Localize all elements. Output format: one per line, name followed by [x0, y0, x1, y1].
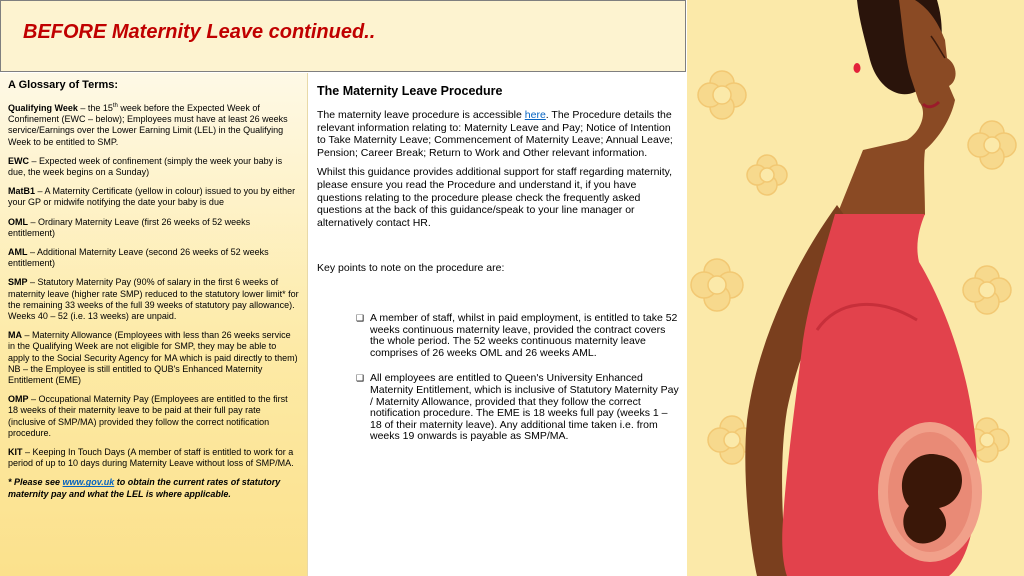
- glossary-list: [8, 101, 299, 469]
- glossary-term: OML: [8, 216, 28, 227]
- glossary-item: [8, 101, 299, 148]
- glossary-term: AML: [8, 247, 28, 258]
- glossary-item: [8, 277, 299, 322]
- glossary-term: EWC: [8, 155, 29, 166]
- glossary-item: [8, 447, 299, 469]
- procedure-paragraph: [317, 109, 682, 159]
- key-points-intro: Key points to note on the procedure are:: [317, 262, 505, 275]
- glossary-term: MatB1: [8, 186, 36, 197]
- glossary-term: SMP: [8, 277, 28, 288]
- glossary-term: KIT: [8, 447, 23, 458]
- superscript: th: [112, 103, 118, 109]
- paragraph-text: The maternity leave procedure is accessible: [317, 109, 525, 121]
- pregnant-woman-illustration: [687, 0, 1024, 576]
- procedure-paragraph: Whilst this guidance provides additional support for staff regarding maternity, please ensure you read the Procedure and understand it, if you have questions relating to the procedure please check the frequently asked questions at the back of this guidance/speak to your line manager or alternatively contact HR.: [317, 166, 673, 229]
- glossary-def: – Maternity Allowance (Employees with less than 26 weeks service in the Qualifying Week are not eligible for SMP, they may be able to apply to the Social Security Agency for MA which is paid directly to them) NB – the Employee is still entitled to QUB's Enhanced Maternity Entitlement (EME): [8, 330, 298, 386]
- paragraph-text: . The Procedure details the relevant information relating to: Maternity Leave and Pay; Notice of Intention to Take Maternity Leave; Commencement of Maternity Leave; Annual Leave; Pension; Career Break; Return to Work and Other relevant information.: [317, 109, 673, 159]
- glossary-def: – Ordinary Maternity Leave (first 26 weeks of 52 weeks entitlement): [8, 216, 251, 238]
- key-points-list: [356, 313, 682, 457]
- note-text: * Please see: [8, 477, 63, 488]
- glossary-term: OMP: [8, 394, 29, 405]
- rates-note: [8, 477, 299, 499]
- glossary-term: Qualifying Week: [8, 103, 78, 113]
- glossary-def: – Statutory Maternity Pay (90% of salary in the first 6 weeks of maternity leave (higher rate SMP) reduced to the statutory lower limit* for the remaining 33 weeks of the full 39 weeks of statutory pay allowance). Weeks 40 – 52 (i.e. 13 weeks) are unpaid.: [8, 277, 299, 322]
- glossary-item: [8, 156, 299, 178]
- glossary-def: – the 15: [77, 103, 113, 113]
- page-title: BEFORE Maternity Leave continued..: [23, 21, 376, 43]
- glossary-def: week before the Expected Week of Confinement (EWC – below); Employees must have at least 26 weeks service/Earnings over the Lower Earning Limit (LEL) in the Qualifying Week to be entitled to SMP.: [8, 103, 288, 147]
- glossary-item: [8, 330, 299, 386]
- procedure-section: [317, 84, 682, 282]
- bullet-text: A member of staff, whilst in paid employment, is entitled to take 52 weeks continuous maternity leave, provided the contract covers the whole period. The 52 weeks continuous maternity leave comprises of 26 weeks OML and 26 weeks AML.: [370, 312, 678, 359]
- procedure-heading: The Maternity Leave Procedure: [317, 84, 503, 98]
- gov-uk-link[interactable]: www.gov.uk: [62, 477, 115, 488]
- glossary-def: – A Maternity Certificate (yellow in colour) issued to you by either your GP or midwife notifying the date your baby is due: [8, 186, 296, 208]
- glossary-heading: A Glossary of Terms:: [8, 79, 119, 91]
- glossary-item: [8, 217, 299, 239]
- title-bar: [0, 0, 686, 72]
- glossary-def: – Keeping In Touch Days (A member of staff is entitled to work for a period of up to 10 days during Maternity Leave without loss of SMP/MA.: [8, 447, 294, 469]
- list-item: [356, 373, 682, 443]
- glossary-def: – Additional Maternity Leave (second 26 weeks of 52 weeks entitlement): [8, 247, 269, 269]
- glossary-item: [8, 186, 299, 208]
- procedure-here-link[interactable]: here: [524, 109, 546, 121]
- checkbox-bullet-icon: ❑: [356, 373, 365, 384]
- glossary-item: [8, 247, 299, 269]
- list-item: [356, 313, 682, 359]
- note-text: to obtain the current rates of statutory maternity pay and what the LEL is where applicable.: [8, 477, 281, 499]
- bullet-text: All employees are entitled to Queen's University Enhanced Maternity Entitlement, which is inclusive of Statutory Maternity Pay / Maternity Allowance, provided that they follow the correct notification procedure. The EME is 18 weeks full pay (weeks 1 – 18 of their maternity leave). Any additional time taken i.e. from weeks 19 onwards is payable as SMP/MA.: [370, 372, 679, 443]
- glossary-term: MA: [8, 330, 22, 341]
- glossary-def: – Expected week of confinement (simply the week your baby is due, the week begins on a Sunday): [8, 155, 283, 178]
- glossary-panel: [0, 73, 308, 576]
- glossary-def: – Occupational Maternity Pay (Employees are entitled to the first 18 weeks of their maternity leave to be paid at their full pay rate (inclusive of SMP/MA) provided they follow the correct notification procedure.: [8, 394, 288, 438]
- glossary-item: [8, 394, 299, 439]
- checkbox-bullet-icon: ❑: [356, 313, 365, 323]
